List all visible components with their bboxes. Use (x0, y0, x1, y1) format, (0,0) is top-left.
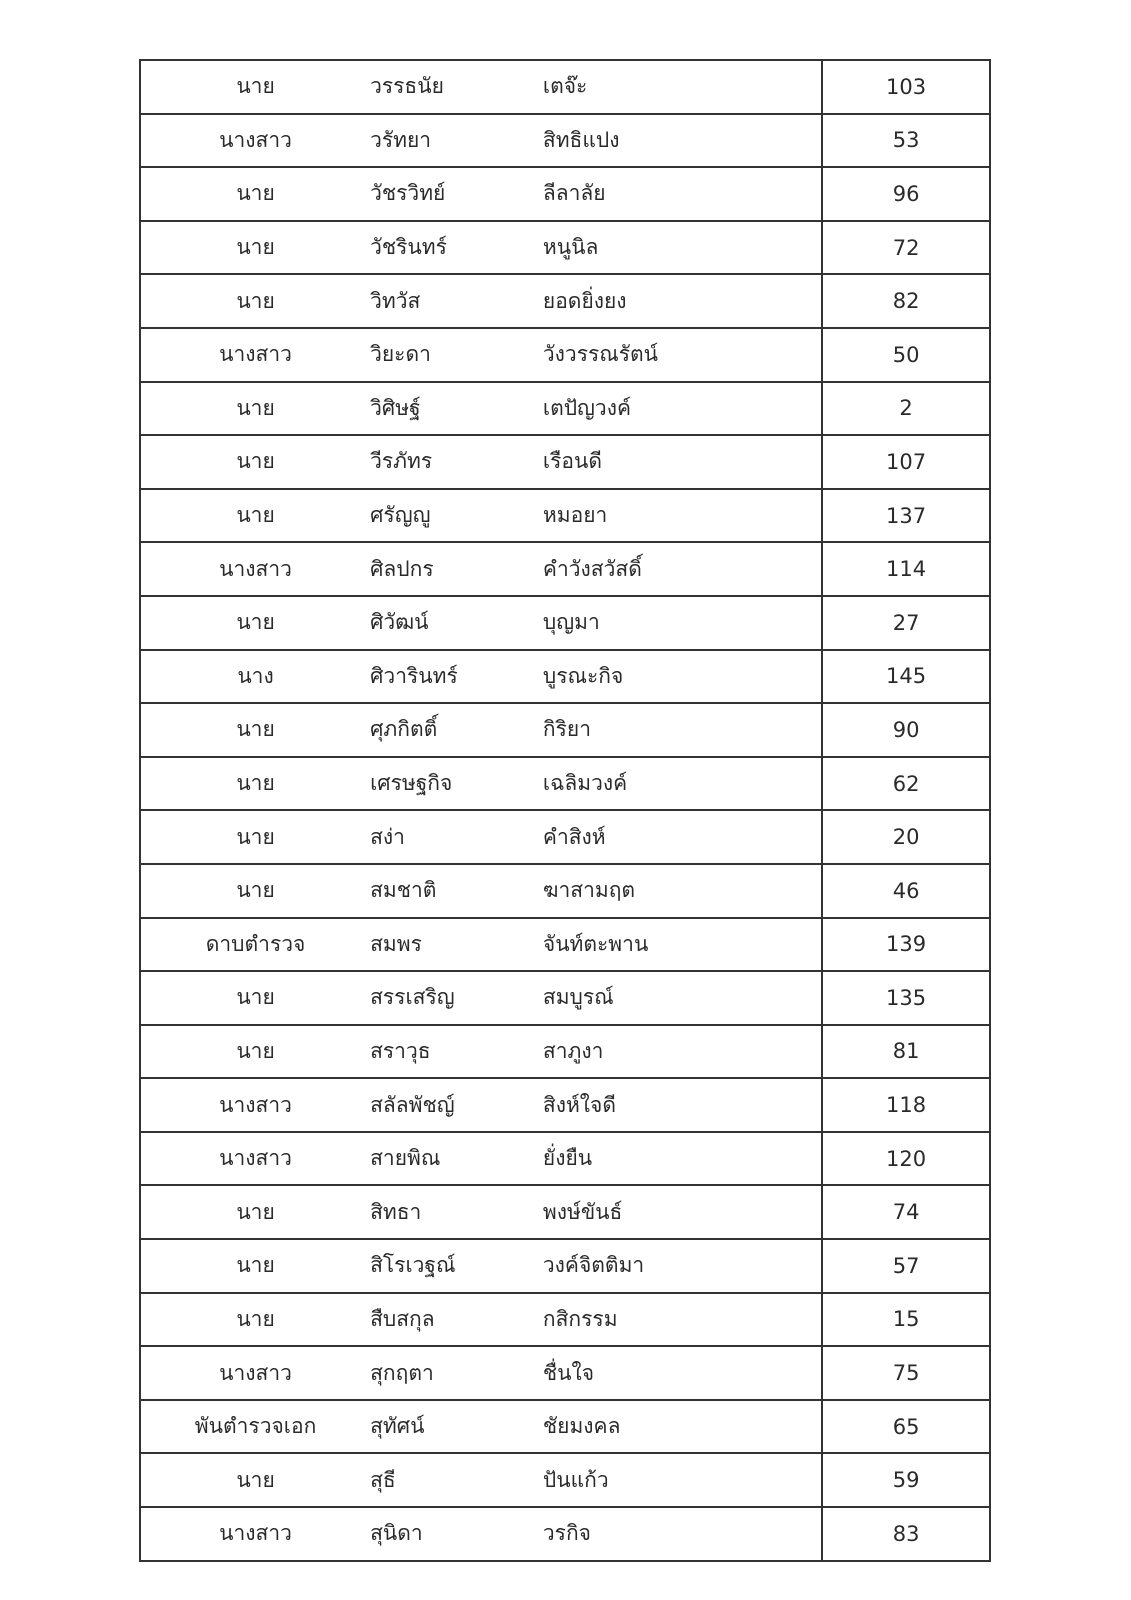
number-cell: 27 (822, 596, 990, 650)
first-name-cell: สืบสกุล (370, 1293, 543, 1347)
title-cell: นาย (140, 971, 370, 1025)
table-row (140, 1507, 990, 1561)
number-cell: 2 (822, 382, 990, 436)
table-row (140, 596, 990, 650)
table-row (140, 650, 990, 704)
title-cell: นางสาว (140, 114, 370, 168)
table-row (140, 1132, 990, 1186)
number-cell: 81 (822, 1025, 990, 1079)
first-name-cell: ศิวารินทร์ (370, 650, 543, 704)
last-name-cell: บุญมา (543, 596, 822, 650)
number-cell: 120 (822, 1132, 990, 1186)
table-row (140, 489, 990, 543)
title-cell: นางสาว (140, 1132, 370, 1186)
table-row (140, 114, 990, 168)
first-name-cell: ศิลปกร (370, 542, 543, 596)
table-row (140, 757, 990, 811)
title-cell: นาย (140, 221, 370, 275)
number-cell: 62 (822, 757, 990, 811)
last-name-cell: วรกิจ (543, 1507, 822, 1561)
title-cell: นาย (140, 810, 370, 864)
number-cell: 137 (822, 489, 990, 543)
number-cell: 20 (822, 810, 990, 864)
number-cell: 103 (822, 60, 990, 114)
title-cell: นาย (140, 703, 370, 757)
title-cell: นาย (140, 757, 370, 811)
first-name-cell: วีรภัทร (370, 435, 543, 489)
last-name-cell: สมบูรณ์ (543, 971, 822, 1025)
first-name-cell: วิทวัส (370, 274, 543, 328)
table-row (140, 435, 990, 489)
last-name-cell: หมอยา (543, 489, 822, 543)
title-cell: นาง (140, 650, 370, 704)
first-name-cell: สมชาติ (370, 864, 543, 918)
last-name-cell: สิทธิแปง (543, 114, 822, 168)
last-name-cell: ชื่นใจ (543, 1346, 822, 1400)
title-cell: นาย (140, 274, 370, 328)
first-name-cell: สิทธา (370, 1185, 543, 1239)
first-name-cell: ศรัญญู (370, 489, 543, 543)
number-cell: 96 (822, 167, 990, 221)
title-cell: นางสาว (140, 328, 370, 382)
last-name-cell: วงค์จิตติมา (543, 1239, 822, 1293)
title-cell: นาย (140, 1293, 370, 1347)
first-name-cell: สิโรเวฐณ์ (370, 1239, 543, 1293)
first-name-cell: วรัทยา (370, 114, 543, 168)
table-row (140, 221, 990, 275)
number-cell: 59 (822, 1453, 990, 1507)
title-cell: นาย (140, 864, 370, 918)
table-row (140, 1078, 990, 1132)
title-cell: นาย (140, 435, 370, 489)
table-row (140, 274, 990, 328)
roster-body (140, 60, 990, 1561)
first-name-cell: สุกฤตา (370, 1346, 543, 1400)
table-row (140, 1239, 990, 1293)
number-cell: 82 (822, 274, 990, 328)
table-row (140, 918, 990, 972)
title-cell: พันตำรวจเอก (140, 1400, 370, 1454)
last-name-cell: เตจ๊ะ (543, 60, 822, 114)
title-cell: นางสาว (140, 1078, 370, 1132)
table-row (140, 1293, 990, 1347)
last-name-cell: เรือนดี (543, 435, 822, 489)
title-cell: นาย (140, 60, 370, 114)
last-name-cell: คำวังสวัสดิ์ (543, 542, 822, 596)
number-cell: 118 (822, 1078, 990, 1132)
first-name-cell: วัชรวิทย์ (370, 167, 543, 221)
first-name-cell: สรรเสริญ (370, 971, 543, 1025)
last-name-cell: กิริยา (543, 703, 822, 757)
last-name-cell: พงษ์ขันธ์ (543, 1185, 822, 1239)
first-name-cell: เศรษฐกิจ (370, 757, 543, 811)
last-name-cell: กสิกรรม (543, 1293, 822, 1347)
table-row (140, 810, 990, 864)
first-name-cell: สมพร (370, 918, 543, 972)
table-row (140, 1346, 990, 1400)
last-name-cell: หนูนิล (543, 221, 822, 275)
last-name-cell: สาภูงา (543, 1025, 822, 1079)
last-name-cell: ลีลาลัย (543, 167, 822, 221)
first-name-cell: วรรธนัย (370, 60, 543, 114)
number-cell: 74 (822, 1185, 990, 1239)
number-cell: 90 (822, 703, 990, 757)
last-name-cell: ชัยมงคล (543, 1400, 822, 1454)
number-cell: 50 (822, 328, 990, 382)
title-cell: นาย (140, 1185, 370, 1239)
table-row (140, 328, 990, 382)
table-row (140, 60, 990, 114)
title-cell: นางสาว (140, 1507, 370, 1561)
last-name-cell: ยั่งยืน (543, 1132, 822, 1186)
number-cell: 46 (822, 864, 990, 918)
first-name-cell: สุทัศน์ (370, 1400, 543, 1454)
last-name-cell: ปันแก้ว (543, 1453, 822, 1507)
last-name-cell: เฉลิมวงค์ (543, 757, 822, 811)
number-cell: 83 (822, 1507, 990, 1561)
table-row (140, 1400, 990, 1454)
title-cell: นาย (140, 1239, 370, 1293)
title-cell: นาย (140, 489, 370, 543)
first-name-cell: วิศิษฐ์ (370, 382, 543, 436)
title-cell: ดาบตำรวจ (140, 918, 370, 972)
number-cell: 57 (822, 1239, 990, 1293)
table-row (140, 382, 990, 436)
table-row (140, 703, 990, 757)
first-name-cell: สง่า (370, 810, 543, 864)
table-row (140, 971, 990, 1025)
first-name-cell: สายพิณ (370, 1132, 543, 1186)
last-name-cell: ยอดยิ่งยง (543, 274, 822, 328)
number-cell: 145 (822, 650, 990, 704)
number-cell: 65 (822, 1400, 990, 1454)
title-cell: นางสาว (140, 1346, 370, 1400)
last-name-cell: วังวรรณรัตน์ (543, 328, 822, 382)
table-row (140, 864, 990, 918)
number-cell: 75 (822, 1346, 990, 1400)
last-name-cell: บูรณะกิจ (543, 650, 822, 704)
number-cell: 107 (822, 435, 990, 489)
number-cell: 53 (822, 114, 990, 168)
last-name-cell: คำสิงห์ (543, 810, 822, 864)
first-name-cell: สราวุธ (370, 1025, 543, 1079)
number-cell: 15 (822, 1293, 990, 1347)
first-name-cell: ศิวัฒน์ (370, 596, 543, 650)
first-name-cell: ศุภกิตติ์ (370, 703, 543, 757)
name-roster-table (139, 59, 991, 1562)
first-name-cell: สุนิดา (370, 1507, 543, 1561)
title-cell: นาย (140, 382, 370, 436)
last-name-cell: เตปัญวงค์ (543, 382, 822, 436)
number-cell: 135 (822, 971, 990, 1025)
table-row (140, 1185, 990, 1239)
table-row (140, 1025, 990, 1079)
number-cell: 72 (822, 221, 990, 275)
last-name-cell: จันท์ตะพาน (543, 918, 822, 972)
number-cell: 139 (822, 918, 990, 972)
title-cell: นาย (140, 1025, 370, 1079)
number-cell: 114 (822, 542, 990, 596)
title-cell: นางสาว (140, 542, 370, 596)
first-name-cell: สลัลพัชญ์ (370, 1078, 543, 1132)
table-row (140, 542, 990, 596)
first-name-cell: วิยะดา (370, 328, 543, 382)
last-name-cell: สิงห์ใจดี (543, 1078, 822, 1132)
table-row (140, 1453, 990, 1507)
first-name-cell: สุธี (370, 1453, 543, 1507)
first-name-cell: วัชรินทร์ (370, 221, 543, 275)
table-row (140, 167, 990, 221)
title-cell: นาย (140, 167, 370, 221)
last-name-cell: ฆาสามฤต (543, 864, 822, 918)
title-cell: นาย (140, 596, 370, 650)
title-cell: นาย (140, 1453, 370, 1507)
